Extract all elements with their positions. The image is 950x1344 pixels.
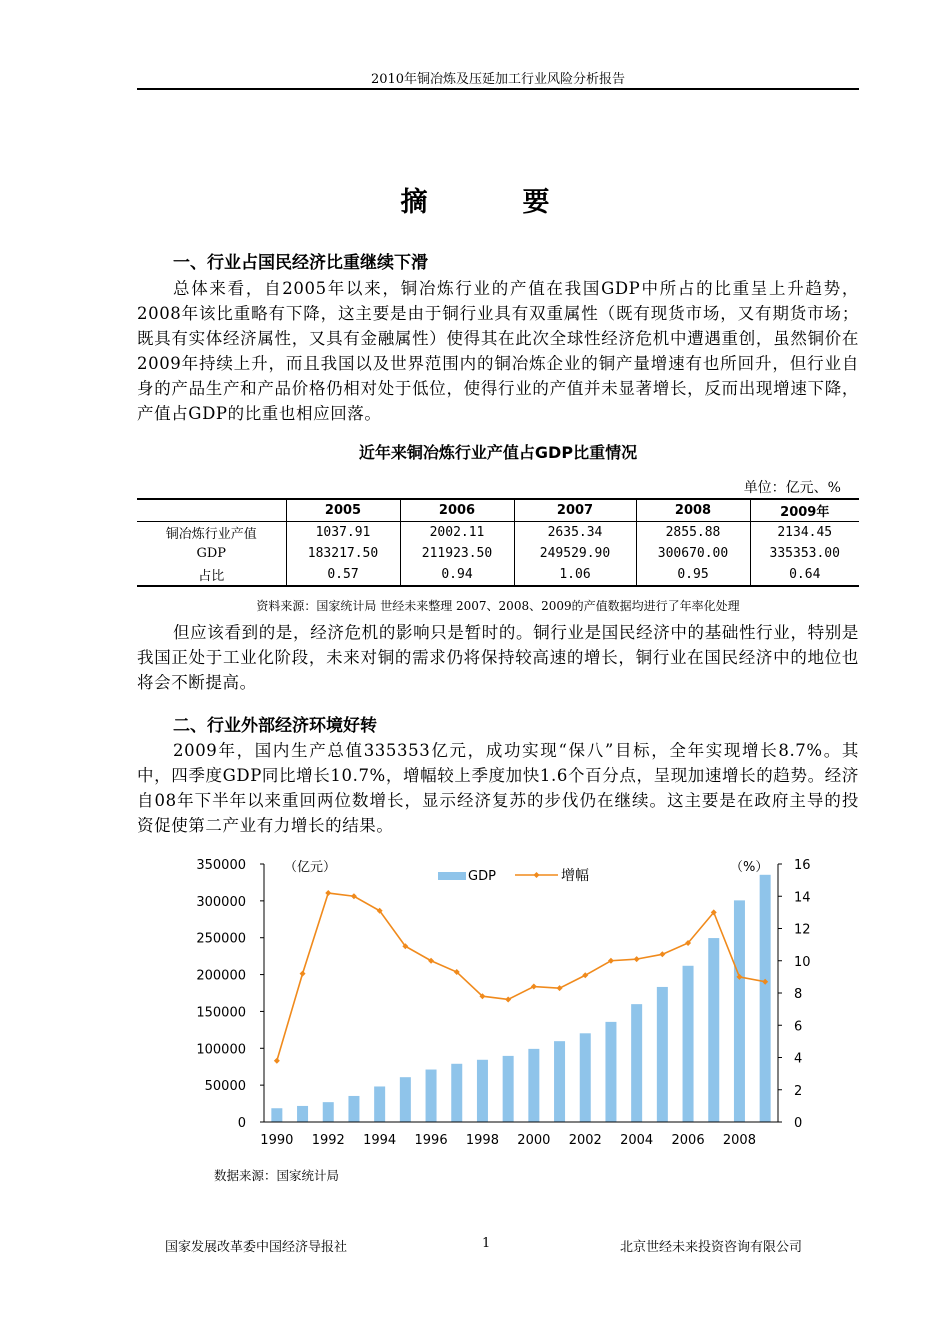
x-tick-label: 2006 — [671, 1133, 705, 1148]
right-tick-label: 16 — [794, 858, 811, 873]
x-tick-label: 1998 — [465, 1133, 499, 1148]
page-number: 1 — [482, 1236, 491, 1251]
gdp-bar — [426, 1070, 437, 1122]
page-title: 摘 要 — [400, 187, 584, 218]
gdp-bar — [271, 1108, 282, 1122]
chart-legend — [438, 868, 589, 884]
growth-point — [274, 1058, 280, 1064]
growth-point — [325, 890, 331, 896]
left-tick-label: 200000 — [196, 968, 246, 984]
legend-growth-label: 增幅 — [561, 868, 589, 884]
gdp-bar — [580, 1033, 591, 1122]
table-cell: 1037.91 — [286, 522, 400, 544]
table-cell: 1.06 — [514, 564, 636, 586]
left-axis-unit: （亿元） — [284, 860, 337, 875]
table-header-cell: 2006 — [400, 499, 514, 522]
gdp-bar — [631, 1004, 642, 1122]
table-header-cell: 2007 — [514, 499, 636, 522]
right-tick-label: 10 — [794, 954, 811, 970]
gdp-bar — [708, 938, 719, 1122]
section2-paragraph: 2009年，国内生产总值335353亿元，成功实现“保八”目标，全年实现增长8.7%。其中，四季度GDP同比增长10.7%，增幅较上季度加快1.6个百分点，呈现加速增长的趋势。经济自08年下半年以来重回两位数增长，显示经济复苏的步伐仍在继续。这主要是在政府主导的投资促使第二产业有力增长的结果。 — [137, 741, 859, 835]
left-tick-label: 0 — [237, 1116, 246, 1131]
x-tick-label: 2008 — [722, 1133, 756, 1148]
table-cell: 335353.00 — [769, 546, 840, 561]
table-header-row — [137, 499, 859, 522]
table-source-note: 资料来源：国家统计局 世经未来整理 2007、2008、2009的产值数据均进行了年率化处理 — [256, 599, 740, 613]
gdp-bar — [657, 987, 668, 1122]
legend-gdp-swatch — [438, 872, 466, 880]
growth-point — [531, 984, 537, 990]
x-tick-label: 1990 — [260, 1133, 294, 1148]
table-cell: GDP — [137, 543, 286, 564]
x-tick-label: 2000 — [517, 1133, 551, 1148]
table-cell: 249529.90 — [514, 543, 636, 564]
growth-point — [505, 996, 511, 1002]
table-cell: 0.64 — [750, 564, 859, 586]
growth-point — [659, 951, 665, 957]
gdp-bar — [323, 1102, 334, 1122]
table-cell: 占比 — [137, 564, 286, 586]
left-tick-label: 150000 — [196, 1005, 246, 1021]
gdp-bar — [528, 1049, 539, 1122]
gdp-bar — [554, 1041, 565, 1122]
table-cell: 0.94 — [400, 564, 514, 586]
table-row — [137, 543, 859, 564]
table-cell: 211923.50 — [400, 543, 514, 564]
table-cell: 2134.45 — [777, 525, 833, 540]
table-unit: 单位：亿元、% — [743, 480, 841, 496]
table-header-cell: 2005 — [286, 499, 400, 522]
section2-heading: 二、行业外部经济环境好转 — [173, 716, 377, 736]
gdp-share-table — [137, 498, 859, 587]
table-cell: 300670.00 — [636, 543, 750, 564]
right-tick-label: 4 — [794, 1051, 803, 1067]
running-header: 2010年铜冶炼及压延加工行业风险分析报告 — [370, 72, 626, 87]
gdp-bar — [374, 1086, 385, 1122]
table-cell: 0.57 — [286, 564, 400, 586]
right-axis-unit: （%） — [730, 860, 769, 875]
table-cell: 183217.50 — [286, 543, 400, 564]
section1-heading: 一、行业占国民经济比重继续下滑 — [173, 253, 428, 273]
x-tick-label: 2002 — [568, 1133, 602, 1148]
chart-source-note: 数据来源：国家统计局 — [214, 1168, 340, 1183]
gdp-bar — [605, 1022, 616, 1122]
right-tick-label: 14 — [794, 890, 811, 906]
footer-left: 国家发展改革委中国经济导报社 — [165, 1240, 348, 1255]
left-tick-label: 300000 — [196, 894, 246, 910]
x-tick-label: 1996 — [414, 1133, 448, 1148]
growth-point — [634, 956, 640, 962]
footer-right: 北京世经未来投资咨询有限公司 — [620, 1240, 803, 1255]
x-tick-label: 2004 — [620, 1133, 654, 1148]
left-tick-label: 250000 — [196, 931, 246, 947]
table-cell: 0.95 — [636, 564, 750, 586]
gdp-bar — [451, 1064, 462, 1122]
left-tick-label: 50000 — [204, 1079, 246, 1095]
table-caption: 近年来铜冶炼行业产值占GDP比重情况 — [358, 443, 638, 462]
table-cell: 铜冶炼行业产值 — [137, 522, 286, 544]
left-tick-label: 350000 — [196, 858, 246, 873]
growth-point — [557, 985, 563, 991]
table-cell: 2002.11 — [400, 522, 514, 544]
paragraph-2: 但应该看到的是，经济危机的影响只是暂时的。铜行业是国民经济中的基础性行业，特别是我国正处于工业化阶段，未来对铜的需求仍将保持较高速的增长，铜行业在国民经济中的地位也将会不断提高。 — [137, 623, 859, 692]
gdp-bar — [503, 1056, 514, 1122]
table-cell: 2635.34 — [514, 522, 636, 544]
right-tick-label: 8 — [794, 987, 803, 1002]
gdp-bar — [400, 1077, 411, 1122]
gdp-bar — [683, 966, 694, 1122]
table-header-cell: 2008 — [636, 499, 750, 522]
legend-growth-marker — [534, 872, 540, 878]
right-tick-label: 2 — [794, 1083, 803, 1099]
gdp-bar — [477, 1060, 488, 1122]
header-rule — [137, 88, 859, 90]
gdp-bar — [348, 1096, 359, 1122]
right-tick-label: 0 — [794, 1116, 803, 1131]
table-row — [137, 522, 859, 544]
legend-gdp-label: GDP — [468, 869, 496, 884]
gdp-growth-chart — [180, 848, 820, 1158]
right-tick-label: 12 — [794, 922, 811, 938]
gdp-bar — [760, 875, 771, 1122]
gdp-bar — [297, 1106, 308, 1122]
section1-paragraph: 总体来看，自2005年以来，铜冶炼行业的产值在我国GDP中所占的比重呈上升趋势，2008年该比重略有下降，这主要是由于铜行业具有双重属性（既有现货市场，又有期货市场；既具有实体经济属性，又具有金融属性）使得其在此次全球性经济危机中遭遇重创，虽然铜价在2009年持续上升，而且我国以及世界范围内的铜冶炼企业的铜产量增速有也所回升，但行业自身的产品生产和产品价格仍相对处于低位，使得行业的产值并未显著增长，反而出现增速下降，产值占GDP的比重也相应回落。 — [137, 279, 859, 423]
table-header-cell: 2009年 — [750, 499, 859, 522]
growth-point — [300, 971, 306, 977]
gdp-bar — [734, 900, 745, 1122]
table-header-cell — [137, 499, 286, 522]
table-cell: 2855.88 — [636, 522, 750, 544]
table-row — [137, 564, 859, 586]
right-tick-label: 6 — [794, 1019, 803, 1035]
x-tick-label: 1992 — [311, 1133, 345, 1148]
x-tick-label: 1994 — [363, 1133, 397, 1148]
left-tick-label: 100000 — [196, 1042, 246, 1058]
